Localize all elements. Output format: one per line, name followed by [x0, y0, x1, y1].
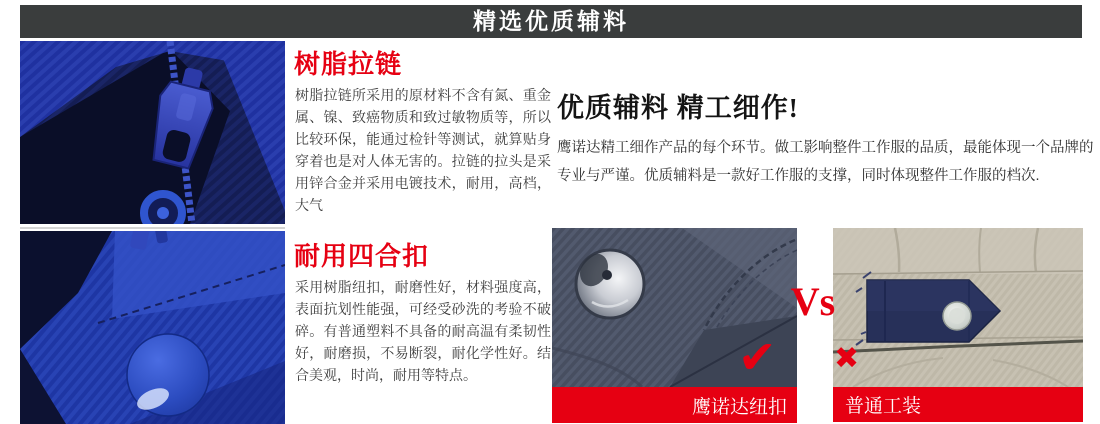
zipper-body-text: 树脂拉链所采用的原材料不含有氮、重金属、镍、致癌物质和致过敏物质等，所以比较环保，能通过检针等测试，就算贴身穿着也是对人体无害的。拉链的拉头是采用锌合金并采用电镀技术，耐用，高档，大气 [295, 87, 551, 213]
zipper-photo [20, 41, 285, 224]
brand-snap-label-bar [552, 387, 797, 423]
generic-workwear-label-bar [833, 387, 1083, 422]
quality-body-text: 鹰诺达精工细作产品的每个环节。做工影响整件工作服的品质，最能体现一个品牌的专业与严谨。优质辅料是一款好工作服的支撑，同时体现整件工作服的档次. [557, 140, 1094, 184]
zipper-heading: 树脂拉链 [294, 49, 403, 79]
generic-workwear-label: 普通工装 [845, 396, 922, 417]
photo-divider [20, 227, 285, 229]
blue-snap-photo [20, 231, 285, 424]
check-mark-icon: ✔ [738, 331, 777, 383]
vs-label: Vs [790, 279, 836, 324]
brand-snap-label: 鹰诺达纽扣 [691, 396, 787, 418]
section-title-banner [20, 5, 1082, 38]
snap-body-text: 采用树脂纽扣，耐磨性好，材料强度高，表面抗划性能强，可经受砂洗的考验不破碎。有普通塑料不具备的耐高温有柔韧性好，耐磨损，不易断裂，耐化学性好。结合美观，时尚，耐用等特点。 [295, 279, 551, 383]
cross-mark-icon: ✖ [834, 342, 860, 375]
generic-workwear-figure [833, 228, 1083, 422]
snap-heading: 耐用四合扣 [294, 241, 430, 271]
generic-workwear-photo [833, 228, 1083, 387]
quality-heading: 优质辅料 精工细作! [557, 93, 799, 123]
brand-snap-figure [552, 228, 797, 423]
banner-title: 精选优质辅料 [473, 8, 629, 34]
